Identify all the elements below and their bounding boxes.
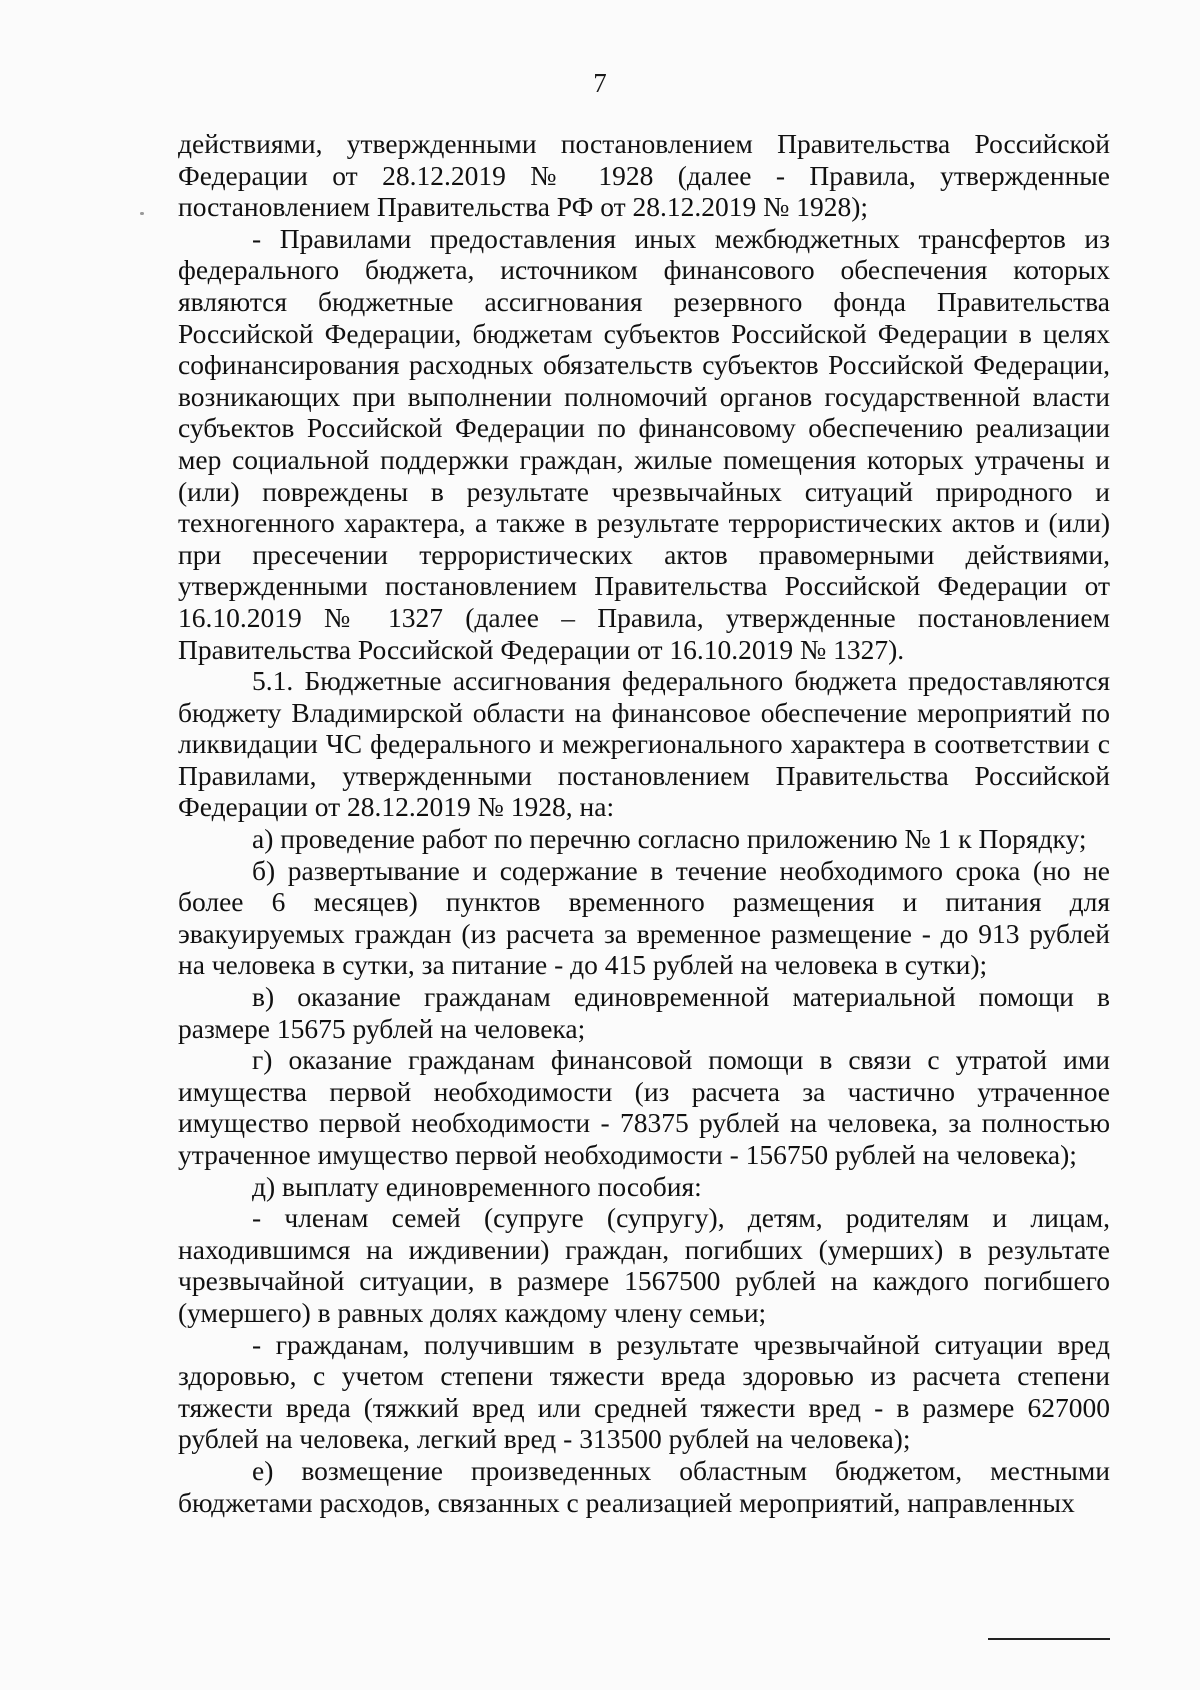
paragraph-5-1: 5.1. Бюджетные ассигнования федерального бюджета предоставляются бюджету Владимирской области на финансовое обеспечение мероприятий по ликвидации ЧС федерального и межрегионального характера в соответствии с Правилами, утвержденными постановлением Правительства Российской Федерации от 28.12.2019 № 1928, на: [178,665,1110,823]
paragraph-continuation: действиями, утвержденными постановлением Правительства Российской Федерации от 28.12.2019 № 1928 (далее - Правила, утвержденные постановлением Правительства РФ от 28.12.2019 № 1928); [178,128,1110,223]
list-item-a: а) проведение работ по перечню согласно приложению № 1 к Порядку; [252,823,1087,855]
list-item-d-family-members: - членам семей (супруге (супругу), детям, родителям и лицам, находившимся на иждивении) граждан, погибших (умерших) в результате чрезвычайной ситуации, в размере 1567500 рублей на каждого погибшего (умершего) в равных долях каждому члену семьи; [178,1202,1110,1328]
list-item-e: е) возмещение произведенных областным бюджетом, местными бюджетами расходов, связанных с реализацией мероприятий, направленных [178,1454,1110,1518]
list-item-g: г) оказание гражданам финансовой помощи в связи с утратой ими имущества первой необходимости (из расчета за частично утраченное имущество первой необходимости - 78375 рублей на человека, за полностью утраченное имущество первой необходимости - 156750 рублей на человека); [178,1044,1110,1170]
paragraph-rules-1327: - Правилами предоставления иных межбюджетных трансфертов из федерального бюджета, источником финансового обеспечения которых являются бюджетные ассигнования резервного фонда Правительства Российской Федерации, бюджетам субъектов Российской Федерации в целях софинансирования расходных обязательств субъектов Российской Федерации, возникающих при выполнении полномочий органов государственной власти субъектов Российской Федерации по финансовому обеспечению реализации мер социальной поддержки граждан, жилые помещения которых утрачены и (или) повреждены в результате чрезвычайных ситуаций природного и техногенного характера, а также в результате террористических актов и (или) при пресечении террористических актов правомерными действиями, утвержденными постановлением Правительства Российской Федерации от 16.10.2019 № 1327 (далее – Правила, утвержденные постановлением Правительства Российской Федерации от 16.10.2019 № 1327). [178,222,1110,665]
list-item-d: д) выплату единовременного пособия: [252,1170,702,1202]
footer-rule [988,1638,1110,1640]
list-item-v: в) оказание гражданам единовременной материальной помощи в размере 15675 рублей на человека; [178,981,1110,1044]
scan-artifact-dot [140,212,144,215]
list-item-b: б) развертывание и содержание в течение необходимого срока (но не более 6 месяцев) пунктов временного размещения и питания для эвакуируемых граждан (из расчета за временное размещение - до 913 рублей на человека в сутки, за питание - до 415 рублей на человека в сутки); [178,854,1110,981]
document-body [178,128,1110,1518]
page-number: 7 [593,68,607,98]
list-item-d-health-harm: - гражданам, получившим в результате чрезвычайной ситуации вред здоровью, с учетом степени тяжести вреда здоровью из расчета степени тяжести вреда (тяжкий вред или средней тяжести вред - в размере 627000 рублей на человека, легкий вред - 313500 рублей на человека); [178,1328,1110,1455]
